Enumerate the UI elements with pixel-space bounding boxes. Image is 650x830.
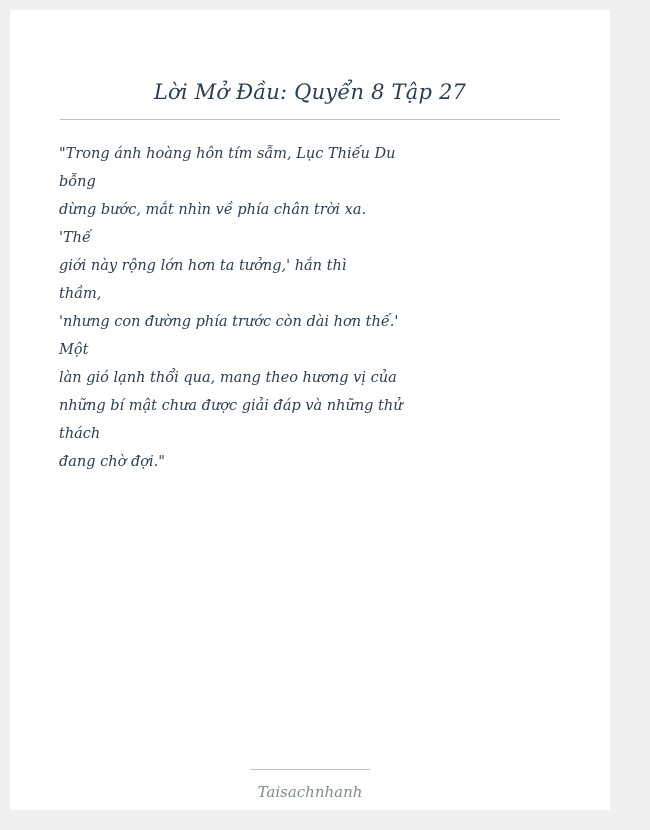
body-line: đang chờ đợi." <box>59 454 165 470</box>
title-divider <box>60 119 560 120</box>
body-line: thầm, <box>59 286 102 302</box>
body-line: 'Thế <box>59 230 91 246</box>
body-line: những bí mật chưa được giải đáp và những thử <box>59 398 403 414</box>
body-line: 'nhưng con đường phía trước còn dài hơn thế.' <box>59 314 399 330</box>
body-line: Một <box>59 342 89 358</box>
document-page <box>10 10 610 810</box>
body-text <box>59 140 403 476</box>
footer-divider <box>250 769 370 770</box>
body-line: dừng bước, mắt nhìn về phía chân trời xa. <box>59 202 367 218</box>
page-title: Lời Mở Đầu: Quyển 8 Tập 27 <box>153 80 467 104</box>
body-line: bỗng <box>59 174 96 190</box>
body-line: "Trong ánh hoàng hôn tím sẫm, Lục Thiếu Du <box>59 146 396 162</box>
footer-text: Taisachnhanh <box>257 783 363 801</box>
body-line: giới này rộng lớn hơn ta tưởng,' hắn thì <box>59 258 347 274</box>
body-line: thách <box>59 426 101 442</box>
body-line: làn gió lạnh thổi qua, mang theo hương vị của <box>59 370 397 386</box>
